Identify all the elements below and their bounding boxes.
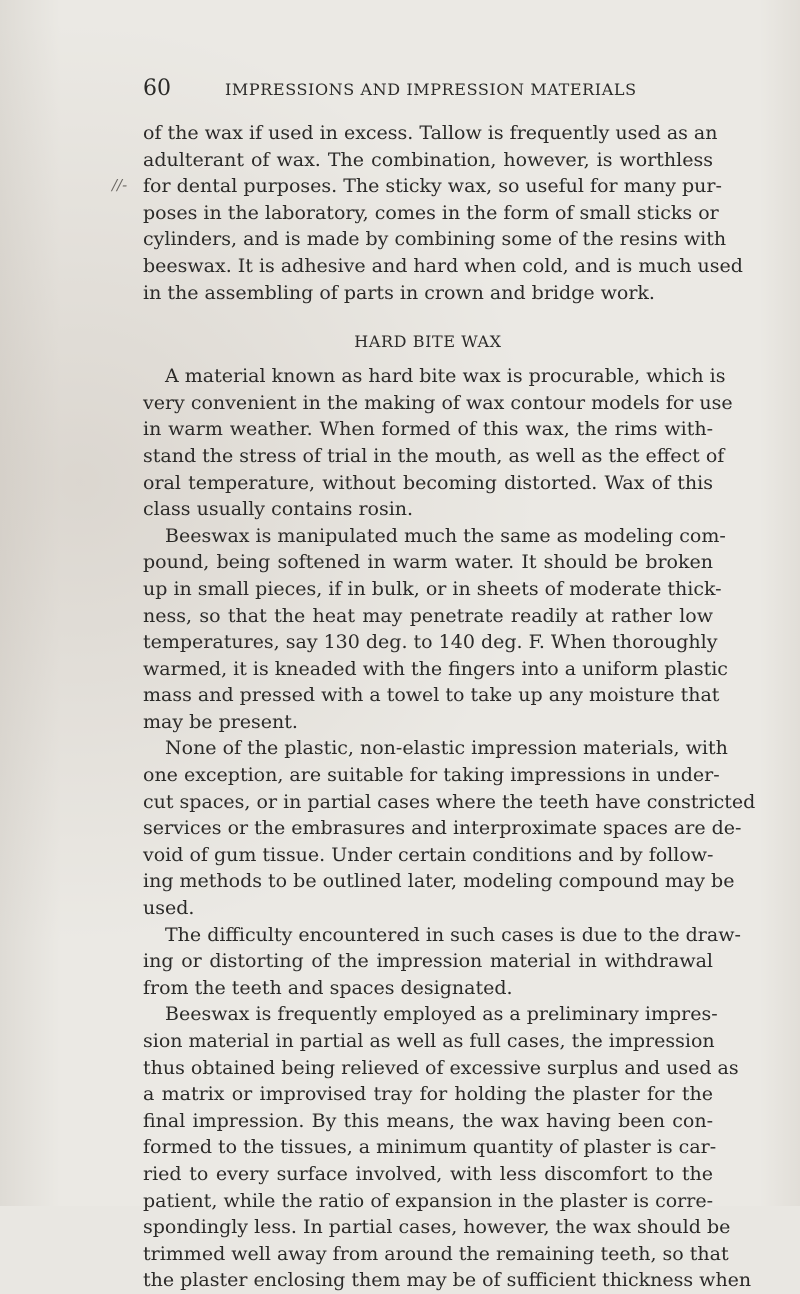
text-line: stand the stress of trial in the mouth, as well as the effect of [143, 444, 725, 467]
intro-paragraph [143, 120, 743, 306]
paragraph-beeswax-manipulation [143, 523, 728, 736]
text-line: for dental purposes. The sticky wax, so useful for many pur- [143, 175, 722, 198]
text-line: thus obtained being relieved of excessive surplus and used as [143, 1056, 739, 1079]
text-line: the plaster enclosing them may be of sufficient thickness when [143, 1269, 752, 1292]
running-head-title: IMPRESSIONS AND IMPRESSION MATERIALS [225, 80, 637, 99]
text-line: The difficulty encountered in such cases is due to the draw- [165, 923, 741, 946]
page-number: 60 [143, 76, 171, 101]
text-line: from the teeth and spaces designated. [143, 976, 513, 999]
text-line: Beeswax is manipulated much the same as modeling com- [165, 524, 726, 547]
text-line: of the wax if used in excess. Tallow is frequently used as an [143, 122, 718, 144]
section-heading: HARD BITE WAX [354, 332, 502, 352]
margin-annotation: //- [112, 176, 128, 194]
text-line: pound, being softened in warm water. It should be broken [143, 551, 713, 574]
text-line: None of the plastic, non-elastic impression materials, with [165, 737, 728, 760]
text-line: warmed, it is kneaded with the fingers into a uniform plastic [143, 657, 728, 680]
text-line: spondingly less. In partial cases, however, the wax should be [143, 1216, 731, 1239]
paragraph-difficulty [143, 922, 741, 1002]
paragraph-hard-bite-wax [143, 363, 733, 523]
text-line: Beeswax is frequently employed as a preliminary impres- [165, 1003, 718, 1026]
text-line: adulterant of wax. The combination, however, is worthless [143, 148, 713, 171]
paragraph-preliminary-impression [143, 1001, 752, 1294]
text-line: patient, while the ratio of expansion in the plaster is corre- [143, 1189, 713, 1212]
text-line: a matrix or improvised tray for holding the plaster for the [143, 1083, 713, 1106]
text-line: poses in the laboratory, comes in the form of small sticks or [143, 201, 719, 224]
text-line: A material known as hard bite wax is procurable, which is [165, 365, 726, 388]
text-line: temperatures, say 130 deg. to 140 deg. F. When thoroughly [143, 631, 718, 654]
text-line: void of gum tissue. Under certain conditions and by follow- [143, 843, 714, 866]
text-line: one exception, are suitable for taking impressions in under- [143, 764, 720, 787]
text-line: up in small pieces, if in bulk, or in sheets of moderate thick- [143, 577, 722, 600]
text-line: formed to the tissues, a minimum quantity of plaster is car- [143, 1136, 717, 1159]
text-line: may be present. [143, 710, 298, 733]
text-line: services or the embrasures and interproximate spaces are de- [143, 817, 742, 840]
text-line: in warm weather. When formed of this wax, the rims with- [143, 418, 713, 441]
text-line: very convenient in the making of wax contour models for use [143, 391, 733, 414]
text-line: ness, so that the heat may penetrate readily at rather low [143, 604, 713, 627]
running-head [143, 76, 703, 101]
text-line: cylinders, and is made by combining some of the resins with [143, 228, 727, 251]
text-line: trimmed well away from around the remaining teeth, so that [143, 1242, 729, 1265]
text-line: oral temperature, without becoming distorted. Wax of this [143, 471, 713, 494]
text-line: sion material in partial as well as full cases, the impression [143, 1030, 715, 1052]
text-line: class usually contains rosin. [143, 498, 414, 521]
text-line: ing or distorting of the impression material in withdrawal [143, 950, 713, 973]
body-text [143, 120, 756, 1294]
text-line: final impression. By this means, the wax having been con- [143, 1109, 713, 1132]
text-line: in the assembling of parts in crown and bridge work. [143, 281, 655, 304]
text-line: beeswax. It is adhesive and hard when cold, and is much used [143, 254, 743, 277]
text-line: ried to every surface involved, with less discomfort to the [143, 1162, 713, 1185]
paragraph-plastic-materials [143, 735, 756, 921]
text-line: used. [143, 897, 195, 920]
text-line: mass and pressed with a towel to take up any moisture that [143, 684, 720, 707]
text-line: cut spaces, or in partial cases where the teeth have constricted [143, 790, 756, 813]
text-line: ing methods to be outlined later, modeling compound may be [143, 870, 735, 893]
